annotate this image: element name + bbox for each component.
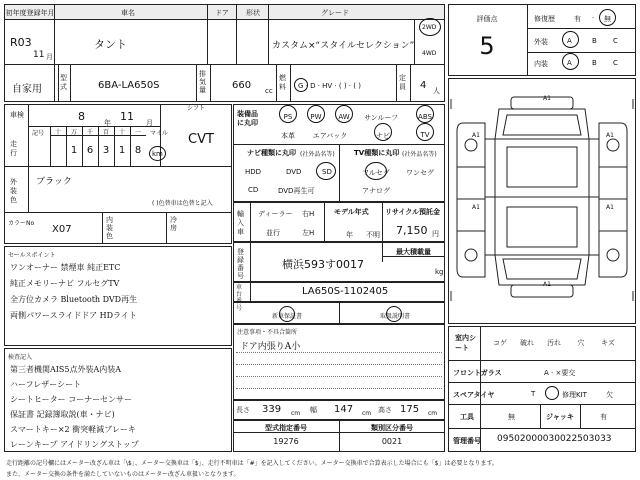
- import-label: 輸入車: [237, 210, 244, 236]
- width-value: 147: [334, 404, 354, 415]
- rating-label: 評価点: [476, 15, 498, 23]
- divider: [28, 104, 29, 166]
- repair-label: 修復歴: [534, 15, 555, 23]
- damage-mark: A1: [606, 132, 614, 139]
- divider: [4, 19, 445, 20]
- sales-point-line: 両側パワースライドドア HDライト: [10, 311, 137, 320]
- displacement-unit: cc: [265, 87, 273, 95]
- width-unit: cm: [362, 410, 372, 417]
- tv-fullseg: フルセグ: [362, 169, 390, 177]
- selected-circle: [416, 105, 434, 123]
- category-value: 0021: [381, 437, 403, 446]
- inspector-note-line: 第三者機関AIS5点外装A内装A: [10, 365, 122, 374]
- divider: [339, 302, 340, 324]
- divider: [98, 126, 99, 166]
- divider: [448, 360, 636, 361]
- import-right: 右H: [302, 210, 315, 218]
- nav-title: ナビ種類に丸印: [247, 149, 296, 157]
- interior-defect-item: 汚れ: [547, 339, 561, 347]
- tv-sub: (社外品名等): [402, 151, 437, 158]
- inspection-year-unit: 年: [104, 119, 111, 127]
- divider: [290, 64, 291, 102]
- tv-title: TV種類に丸印: [354, 149, 400, 157]
- tools-label: 工具: [460, 413, 474, 421]
- int-grade-b: B: [592, 59, 597, 67]
- damage-mark: A1: [606, 204, 614, 211]
- drive-2wd: 2WD: [422, 24, 437, 31]
- spare-tire-label: スペアタイヤ: [453, 391, 495, 399]
- warranty-new: 新車保証書: [272, 313, 303, 320]
- footer-line-2: また、メーター交換の条件を満たしていないものはメーター改ざん車扱いとなります。: [6, 471, 240, 478]
- car-name-value: タント: [94, 38, 127, 51]
- shape-label: 形状: [246, 9, 260, 17]
- category-label: 類別区分番号: [371, 424, 413, 432]
- height-unit: cm: [428, 410, 438, 417]
- spare-kit: 修理KIT: [562, 391, 587, 399]
- car-body-diagram: [449, 79, 635, 323]
- mgmt-no: 09502000030022503033: [497, 434, 612, 444]
- door-label: ドア: [215, 9, 229, 17]
- grade-value: カスタム×“スタイルセレクション”: [272, 41, 415, 51]
- divider: [102, 212, 103, 244]
- divider: [82, 126, 83, 166]
- reg-year-label: 初年度登録年月: [5, 9, 55, 17]
- displacement-value: 660: [232, 80, 252, 91]
- selected-circle: [335, 105, 353, 123]
- equipment-item: PS: [283, 113, 293, 121]
- digit-header: 十: [54, 129, 62, 136]
- dotted-line: [236, 376, 442, 377]
- selected-circle: [419, 18, 441, 36]
- dotted-line: [236, 388, 442, 389]
- inspector-note-line: スマートキー×2 衝突軽減ブレーキ: [10, 425, 136, 434]
- divider: [382, 256, 445, 257]
- divider: [250, 202, 251, 242]
- divider: [448, 382, 636, 383]
- equipment-item: ABS: [418, 113, 432, 121]
- divider: [210, 64, 211, 102]
- divider: [70, 64, 71, 102]
- selected-circle: [562, 53, 579, 70]
- divider: [580, 404, 581, 428]
- inspection-label: 車検: [10, 111, 24, 119]
- displacement-label: 排気量: [199, 70, 206, 94]
- front-glass-options: A · ×要交: [544, 369, 576, 377]
- divider: [396, 64, 397, 102]
- footer-line-1: 走行距離の記号欄にはメーター改ざん車は「\$」、メーター交換車は「$」、走行不明車は「#」を記入してください。メーター交換車で合算表示した場合にも「$」は必要となります。: [6, 460, 499, 467]
- selected-circle: [279, 105, 297, 123]
- divider: [268, 4, 269, 64]
- notes-text: ドア内張りA小: [240, 342, 301, 352]
- digit-header: 百: [102, 129, 110, 136]
- mileage-digit: 1: [118, 145, 126, 156]
- exterior-score-label: 外装: [534, 38, 548, 46]
- fuel-label: 燃料: [279, 74, 286, 91]
- selected-circle: [416, 123, 434, 141]
- exterior-label: 外装色: [10, 178, 17, 204]
- sales-point-line: 全方位カメラ Bluetooth DVD再生: [10, 295, 138, 304]
- inspector-notes-label: 検査記入: [8, 354, 33, 361]
- divider: [448, 428, 636, 429]
- inspector-note-line: レーンキープ アイドリングストップ: [10, 440, 139, 449]
- spare-t: T: [531, 390, 536, 398]
- rating-value: 5: [479, 32, 495, 60]
- recycle-unit: 円: [432, 230, 439, 238]
- ext-grade-b: B: [592, 37, 597, 45]
- digit-header: 十: [118, 129, 126, 136]
- spare-missing: 欠: [606, 391, 613, 399]
- repair-no: 無: [604, 15, 611, 23]
- interior-defect-item: コゲ: [493, 339, 507, 347]
- length-unit: cm: [291, 410, 301, 417]
- digit-header: 一: [134, 129, 142, 136]
- jack-value: 有: [600, 413, 607, 421]
- color-no-label: カラーNo: [8, 220, 35, 227]
- selected-circle: [307, 105, 325, 123]
- divider: [527, 28, 636, 29]
- damage-mark: A1: [543, 95, 551, 102]
- inspection-month-unit: 月: [146, 119, 153, 127]
- chassis-label: 車台番号: [236, 284, 243, 312]
- model-year-label: モデル年式: [334, 208, 369, 216]
- exterior-color: ブラック: [36, 177, 72, 187]
- divider: [324, 202, 325, 242]
- divider: [130, 126, 131, 166]
- divider: [540, 404, 541, 428]
- type-designation-label: 型式指定番号: [265, 424, 307, 432]
- repair-yes: 有: [574, 15, 581, 23]
- equipment-item: 本革: [281, 132, 295, 140]
- nav-hdd: HDD: [245, 168, 262, 176]
- jack-label: ジャッキ: [546, 413, 574, 421]
- sales-points-label: セールスポイント: [8, 252, 56, 259]
- damage-mark: A1: [472, 204, 480, 211]
- divider: [236, 4, 237, 64]
- divider: [4, 212, 232, 213]
- inspector-note-line: 保証書 記録簿取説(車・ナビ): [10, 410, 115, 419]
- damage-mark: A1: [472, 132, 480, 139]
- divider: [527, 52, 636, 53]
- divider: [54, 4, 55, 102]
- length-value: 339: [262, 404, 282, 415]
- int-grade-a: A: [567, 59, 572, 67]
- chassis-value: LA650S-1102405: [302, 286, 389, 297]
- divider: [50, 135, 146, 136]
- max-load-label: 最大積載量: [396, 248, 431, 256]
- import-dealer: ディーラー: [258, 210, 293, 218]
- tools-value: 無: [508, 413, 515, 421]
- int-grade-c: C: [613, 59, 618, 67]
- equipment-item: TV: [420, 131, 430, 139]
- warranty-manual: 取扱説明書: [380, 313, 411, 320]
- inspector-note-line: ハーフレザーシート: [10, 380, 82, 389]
- km-label: km: [152, 150, 163, 158]
- interior-defect-item: 穴: [577, 339, 585, 347]
- width-label: 幅: [310, 406, 317, 414]
- nav-sd: SD: [322, 168, 332, 176]
- digit-header: 万: [70, 129, 78, 136]
- model-year-yr: 年: [346, 231, 353, 239]
- interior-score-label: 内装: [534, 60, 548, 68]
- recycle-deposit-label: リサイクル預託金: [385, 208, 441, 216]
- nav-cd: CD: [248, 186, 259, 194]
- divider: [58, 64, 59, 102]
- inspector-note-line: シートヒーター コーナーセンサー: [10, 395, 133, 404]
- selected-circle: [294, 78, 308, 92]
- divider: [4, 166, 232, 167]
- type-designation-value: 19276: [273, 437, 299, 446]
- divider: [339, 144, 340, 202]
- divider: [480, 326, 481, 452]
- ext-grade-a: A: [567, 37, 572, 45]
- mileage-digit: 6: [86, 145, 94, 156]
- mileage-memo-label: 記号: [32, 130, 45, 137]
- digit-header: 千: [86, 129, 94, 136]
- selected-circle: [386, 306, 402, 322]
- divider: [207, 4, 208, 64]
- tv-oneseg: ワンセグ: [406, 169, 434, 177]
- divider: [66, 126, 67, 166]
- exterior-note: ( )色替車は色替と記入: [152, 200, 213, 207]
- reg-month-unit: 月: [46, 53, 53, 61]
- inspection-month: 11: [120, 110, 134, 123]
- mileage-digit: 8: [134, 145, 142, 156]
- dotted-line: [236, 364, 442, 365]
- divider: [410, 64, 411, 102]
- reg-month-value: 11: [33, 50, 45, 60]
- sales-point-line: 純正メモリーナビ フルセグTV: [10, 279, 120, 288]
- usage-value: 自家用: [12, 84, 42, 95]
- divider: [339, 420, 340, 452]
- color-no-value: X07: [52, 224, 72, 235]
- equipment-title: 装備品に丸印: [237, 110, 258, 127]
- import-left: 左H: [302, 229, 315, 237]
- dotted-line: [236, 352, 442, 353]
- max-load-unit: kg: [435, 268, 444, 276]
- tv-analog: アナログ: [362, 187, 390, 195]
- selected-circle: [149, 146, 166, 161]
- divider: [527, 4, 528, 76]
- grade-label: グレード: [321, 9, 349, 17]
- selected-circle: [279, 306, 295, 322]
- shift-label: シフト: [187, 105, 206, 112]
- drive-4wd: 4WD: [422, 50, 437, 57]
- model-value: 6BA-LA650S: [98, 80, 160, 91]
- divider: [196, 64, 197, 102]
- nav-sub: (社外品名等): [300, 151, 335, 158]
- ext-grade-c: C: [613, 37, 618, 45]
- divider: [448, 404, 636, 405]
- divider: [114, 126, 115, 166]
- mileage-label: 走行: [10, 140, 17, 157]
- selected-circle: [562, 31, 579, 48]
- equipment-item: サンルーフ: [363, 114, 399, 122]
- cooling-label: 冷房: [170, 216, 177, 232]
- mgmt-label: 管理番号: [453, 437, 481, 445]
- fuel-options: G · D · HV · ( ) · ( ): [298, 82, 361, 90]
- inspection-year: 8: [78, 110, 85, 123]
- selected-circle: [374, 123, 392, 141]
- mile-label: マイル: [150, 130, 168, 137]
- import-parallel: 並行: [266, 229, 280, 237]
- divider: [276, 64, 277, 102]
- divider: [50, 126, 51, 166]
- nav-dvd: DVD: [286, 168, 302, 176]
- capacity-unit: 人: [433, 87, 440, 95]
- damage-mark: A1: [543, 281, 551, 288]
- height-label: 高さ: [378, 406, 392, 414]
- equipment-item: AW: [338, 113, 350, 121]
- equipment-item: ナビ: [376, 132, 390, 140]
- divider: [166, 212, 167, 244]
- interior-defect-item: キズ: [601, 339, 615, 347]
- capacity-label: 定員: [399, 74, 406, 91]
- registration-value: 横浜593す0017: [282, 258, 364, 271]
- height-value: 175: [400, 404, 420, 415]
- model-year-unknown: 不明: [366, 231, 380, 239]
- notes-label: 注意事項・不具合箇所: [237, 329, 298, 336]
- shift-value: CVT: [188, 132, 214, 147]
- divider: [28, 166, 29, 212]
- selected-circle: [545, 386, 559, 400]
- capacity-value: 4: [420, 80, 427, 91]
- front-glass-label: フロントガラス: [453, 369, 502, 377]
- recycle-deposit: 7,150: [396, 224, 428, 237]
- selected-circle: [599, 9, 616, 26]
- interior-defect-item: 破れ: [520, 339, 534, 347]
- interior-sheet-label: 室内シート: [455, 334, 476, 352]
- model-label: 型式: [60, 74, 67, 91]
- selected-circle: [365, 162, 387, 180]
- mileage-digit: 1: [70, 145, 78, 156]
- selected-circle: [316, 162, 336, 180]
- interior-color-label: 内装色: [106, 216, 113, 240]
- mileage-digit: 3: [102, 145, 110, 156]
- length-label: 長さ: [236, 406, 250, 414]
- equipment-item: エアバック: [312, 132, 348, 140]
- reg-year-value: R03: [10, 36, 32, 49]
- registration-label: 登録番号: [237, 248, 244, 280]
- nav-dvd-play: DVD再生可: [278, 187, 315, 195]
- sales-point-line: ワンオーナー 禁煙車 純正ETC: [10, 263, 121, 272]
- equipment-item: PW: [310, 113, 322, 121]
- car-name-label: 車名: [121, 9, 135, 17]
